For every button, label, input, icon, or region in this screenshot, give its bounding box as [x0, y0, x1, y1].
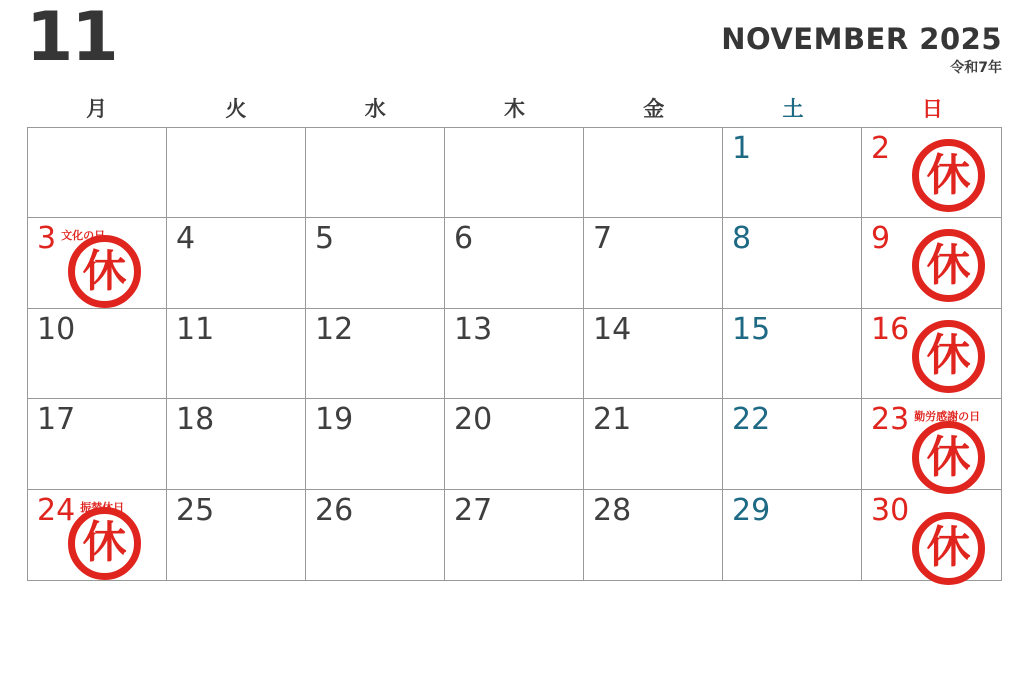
day-cell-15	[723, 309, 862, 399]
day-cell-empty	[167, 128, 306, 218]
date-number: 3	[37, 221, 57, 257]
day-cell-28	[584, 490, 723, 580]
date-number: 6	[454, 221, 474, 257]
date-number: 2	[871, 131, 891, 166]
day-cell-29	[723, 490, 862, 580]
day-cell-16	[862, 309, 1001, 399]
day-cell-30	[862, 490, 1001, 580]
day-cell-empty	[584, 128, 723, 218]
date-number: 11	[176, 311, 215, 347]
date-number: 4	[176, 221, 196, 257]
closed-stamp-label: 休	[926, 522, 971, 574]
weekday-header-wed: 水	[364, 97, 386, 121]
holiday-name-label: 振替休日	[80, 500, 125, 514]
weekday-header-fri: 金	[643, 97, 665, 121]
day-cell-6	[445, 218, 584, 308]
day-cell-5	[306, 218, 445, 308]
closed-stamp-label: 休	[926, 330, 971, 382]
day-cell-1	[723, 128, 862, 218]
day-cell-9	[862, 218, 1001, 308]
weekday-header-row	[27, 92, 1002, 124]
date-number: 12	[315, 311, 354, 347]
date-number: 27	[454, 492, 493, 528]
day-cell-19	[306, 399, 445, 489]
weekday-header-mon: 月	[86, 97, 108, 121]
day-cell-4	[167, 218, 306, 308]
date-number: 1	[732, 131, 752, 166]
date-number: 24	[37, 492, 76, 528]
date-number: 17	[37, 402, 76, 438]
closed-stamp-label: 休	[926, 149, 971, 201]
date-number: 22	[732, 402, 771, 438]
calendar-grid	[27, 127, 1002, 581]
day-cell-12	[306, 309, 445, 399]
closed-stamp-icon	[68, 507, 141, 580]
weekday-header-thu: 木	[503, 97, 525, 121]
day-cell-24	[28, 490, 167, 580]
date-number: 18	[176, 402, 215, 438]
closed-stamp-label: 休	[82, 517, 127, 569]
title-block	[721, 24, 1002, 77]
date-number: 16	[871, 311, 910, 347]
day-cell-14	[584, 309, 723, 399]
date-number: 15	[732, 311, 771, 347]
day-cell-22	[723, 399, 862, 489]
closed-stamp-icon	[912, 512, 985, 585]
date-number: 26	[315, 492, 354, 528]
day-cell-2	[862, 128, 1001, 218]
date-number: 29	[732, 492, 771, 528]
date-number: 7	[593, 221, 613, 257]
date-number: 10	[37, 311, 76, 347]
day-cell-17	[28, 399, 167, 489]
closed-stamp-icon	[912, 139, 985, 212]
closed-stamp-icon	[912, 320, 985, 393]
day-cell-empty	[445, 128, 584, 218]
day-cell-23	[862, 399, 1001, 489]
closed-stamp-icon	[912, 229, 985, 302]
day-cell-27	[445, 490, 584, 580]
date-number: 25	[176, 492, 215, 528]
holiday-name-label: 勤労感謝の日	[914, 410, 981, 424]
date-number: 5	[315, 221, 335, 257]
date-number: 23	[871, 402, 910, 438]
closed-stamp-icon	[68, 235, 141, 308]
day-cell-13	[445, 309, 584, 399]
date-number: 30	[871, 492, 910, 528]
month-number: 11	[26, 0, 117, 77]
weekday-header-sun: 日	[921, 97, 943, 121]
era-year: 令和7年	[950, 59, 1002, 76]
date-number: 20	[454, 402, 493, 438]
day-cell-21	[584, 399, 723, 489]
closed-stamp-icon	[912, 421, 985, 494]
day-cell-18	[167, 399, 306, 489]
weekday-header-sat: 土	[782, 97, 804, 121]
day-cell-empty	[28, 128, 167, 218]
day-cell-11	[167, 309, 306, 399]
closed-stamp-label: 休	[926, 431, 971, 483]
day-cell-20	[445, 399, 584, 489]
day-cell-10	[28, 309, 167, 399]
date-number: 28	[593, 492, 632, 528]
closed-stamp-label: 休	[82, 245, 127, 297]
closed-stamp-label: 休	[926, 239, 971, 291]
day-cell-empty	[306, 128, 445, 218]
day-cell-3	[28, 218, 167, 308]
date-number: 21	[593, 402, 632, 438]
day-cell-26	[306, 490, 445, 580]
date-number: 9	[871, 221, 891, 257]
month-title: NOVEMBER 2025	[721, 22, 1002, 56]
day-cell-25	[167, 490, 306, 580]
date-number: 8	[732, 221, 752, 257]
date-number: 13	[454, 311, 493, 347]
date-number: 14	[593, 311, 632, 347]
date-number: 19	[315, 402, 354, 438]
day-cell-8	[723, 218, 862, 308]
weekday-header-tue: 火	[225, 97, 247, 121]
day-cell-7	[584, 218, 723, 308]
holiday-name-label: 文化の日	[61, 229, 106, 243]
